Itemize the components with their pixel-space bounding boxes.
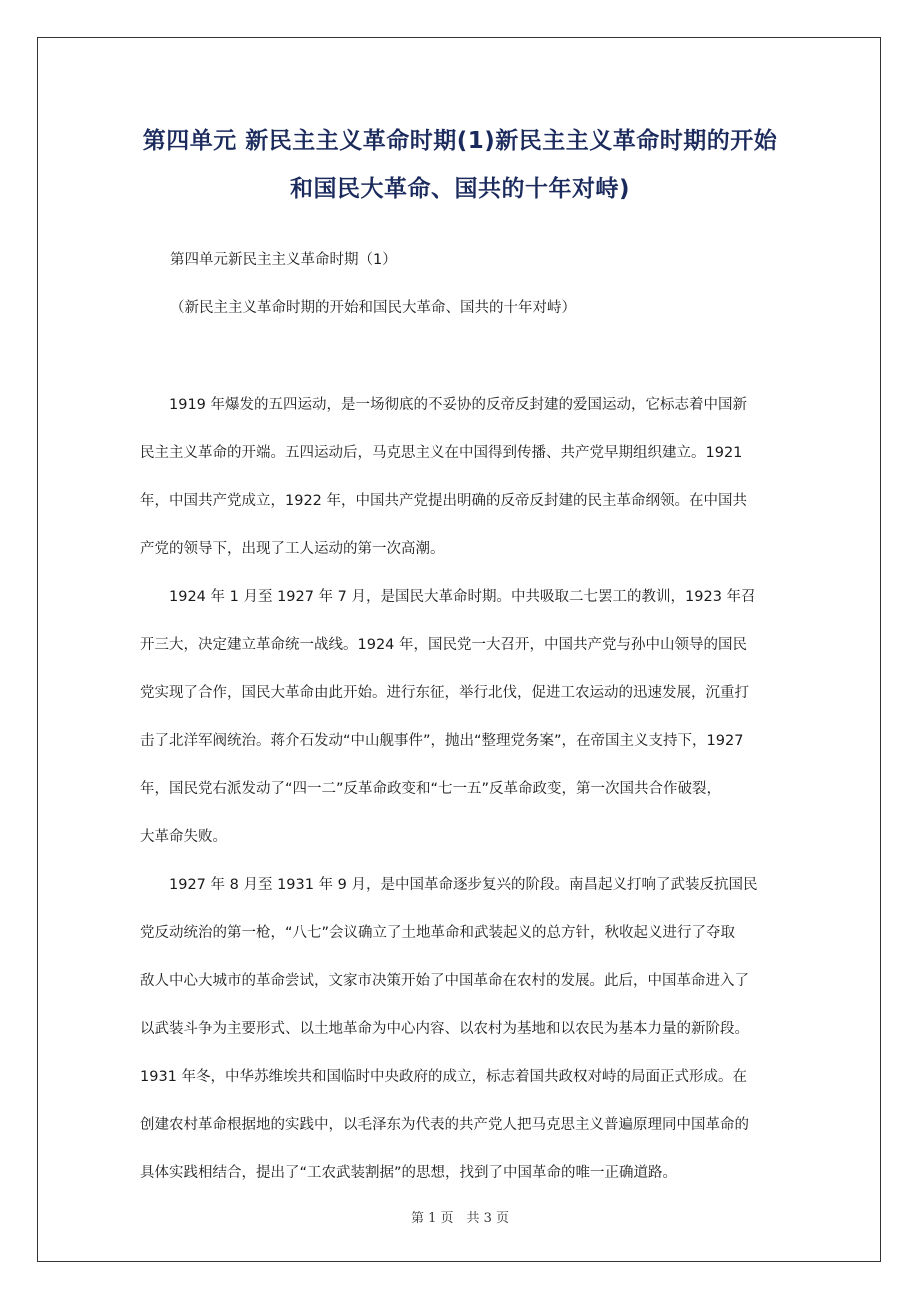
- body-line: 创建农村革命根据地的实践中，以毛泽东为代表的共产党人把马克思主义普遍原理同中国革命的: [140, 1117, 749, 1133]
- body-line: 以武装斗争为主要形式、以土地革命为中心内容、以农村为基地和以农民为基本力量的新阶段。: [140, 1021, 749, 1037]
- document-title-line-2: 和国民大革命、国共的十年对峙): [289, 176, 630, 202]
- body-line: 具体实践相结合，提出了“工农武装割据”的思想，找到了中国革命的唯一正确道路。: [140, 1165, 678, 1181]
- subheading: （新民主主义革命时期的开始和国民大革命、国共的十年对峙）: [170, 300, 576, 316]
- body-line: 1931 年冬，中华苏维埃共和国临时中央政府的成立，标志着国共政权对峙的局面正式形成。在: [140, 1069, 748, 1085]
- body-line: 1919 年爆发的五四运动，是一场彻底的不妥协的反帝反封建的爱国运动，它标志着中国新: [140, 397, 748, 413]
- body-line: 党反动统治的第一枪，“八七”会议确立了土地革命和武装起义的总方针，秋收起义进行了夺取: [140, 925, 736, 941]
- page-number-footer: 第 1 页 共 3 页: [410, 1211, 510, 1226]
- body-line: 党实现了合作，国民大革命由此开始。进行东征，举行北伐，促进工农运动的迅速发展，沉重打: [140, 685, 749, 701]
- subtitle: 第四单元新民主主义革命时期（1）: [170, 252, 397, 268]
- body-line: 开三大，决定建立革命统一战线。1924 年，国民党一大召开，中国共产党与孙中山领导的国民: [140, 637, 748, 653]
- body-line: 1924 年 1 月至 1927 年 7 月，是国民大革命时期。中共吸取二七罢工的教训，1923 年召: [140, 589, 756, 605]
- body-line: 年，中国共产党成立，1922 年，中国共产党提出明确的反帝反封建的民主革命纲领。在中国共: [140, 493, 748, 509]
- body-line: 年，国民党右派发动了“四一二”反革命政变和“七一五”反革命政变，第一次国共合作破裂，: [140, 781, 722, 797]
- document-title-line-1: 第四单元 新民主主义革命时期(1)新民主主义革命时期的开始: [142, 128, 778, 154]
- body-line: 大革命失败。: [140, 829, 227, 845]
- body-line: 民主主义革命的开端。五四运动后，马克思主义在中国得到传播、共产党早期组织建立。1921: [140, 445, 743, 461]
- body-line: 敌人中心大城市的革命尝试，文家市决策开始了中国革命在农村的发展。此后，中国革命进入了: [140, 973, 749, 989]
- body-line: 击了北洋军阀统治。蒋介石发动“中山舰事件”，抛出“整理党务案”，在帝国主义支持下，1927: [140, 733, 744, 749]
- body-line: 产党的领导下，出现了工人运动的第一次高潮。: [140, 541, 445, 557]
- body-line: 1927 年 8 月至 1931 年 9 月，是中国革命逐步复兴的阶段。南昌起义打响了武装反抗国民: [140, 877, 758, 893]
